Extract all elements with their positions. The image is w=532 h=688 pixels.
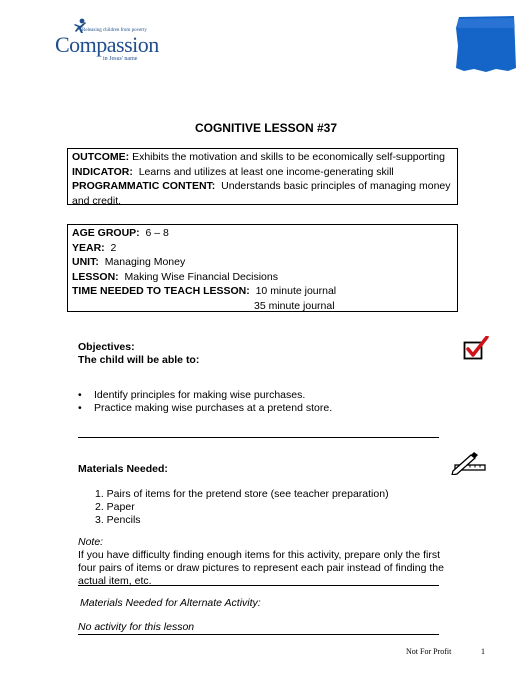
- list-item: • Identify principles for making wise purchases.: [78, 389, 332, 402]
- alternate-text: No activity for this lesson: [78, 621, 195, 633]
- lesson-info-box: [67, 224, 458, 312]
- page-title: COGNITIVE LESSON #37: [194, 121, 338, 135]
- lesson-label: LESSON:: [72, 270, 119, 283]
- time-value-2: 35 minute journal: [254, 299, 335, 312]
- alternate-heading: Materials Needed for Alternate Activity:: [80, 597, 261, 609]
- page-number: 1: [481, 647, 485, 656]
- age-label: AGE GROUP:: [72, 227, 140, 239]
- lesson-value: Making Wise Financial Decisions: [124, 270, 278, 283]
- content-label: PROGRAMMATIC CONTENT:: [72, 180, 216, 192]
- content-text: Understands basic principles of managing money and credit.: [72, 180, 451, 207]
- list-item: 1. Pairs of items for the pretend store (see teacher preparation): [95, 488, 389, 500]
- outcome-text: Exhibits the motivation and skills to be economically self-supporting: [132, 151, 445, 163]
- logo-name: Compassion: [55, 32, 159, 57]
- blue-paint-block: [456, 16, 516, 72]
- materials-note: [78, 536, 448, 588]
- logo-subline: in Jesus' name: [103, 56, 138, 62]
- time-value-1: 10 minute journal: [255, 285, 337, 297]
- note-label: Note:: [78, 536, 104, 548]
- unit-value: Managing Money: [104, 256, 186, 268]
- checkbox-check-icon: [463, 336, 489, 360]
- outcome-box: [67, 148, 458, 205]
- logo-tagline: Releasing children from poverty: [82, 28, 147, 33]
- materials-list: [95, 488, 389, 527]
- time-label: TIME NEEDED TO TEACH LESSON:: [72, 285, 250, 297]
- unit-label: UNIT:: [72, 256, 99, 268]
- indicator-label: INDICATOR:: [72, 165, 133, 178]
- list-item: 3. Pencils: [95, 514, 141, 526]
- year-label: YEAR:: [72, 241, 105, 254]
- divider: [78, 585, 439, 586]
- compassion-logo: [55, 18, 167, 68]
- objectives-heading-block: [78, 341, 199, 367]
- objectives-subheading: The child will be able to:: [78, 354, 200, 366]
- note-text: If you have difficulty finding enough items for this activity, prepare only the first four pairs of items or draw pictures to represent each pair instead of finding the actual item, etc.: [78, 549, 444, 587]
- footer-label: Not For Profit: [406, 647, 452, 656]
- pencil-ruler-icon: [451, 451, 487, 475]
- objectives-heading: Objectives:: [78, 341, 135, 353]
- materials-heading: Materials Needed:: [78, 463, 168, 475]
- age-value: 6 – 8: [145, 227, 169, 239]
- year-value: 2: [110, 241, 117, 254]
- divider: [78, 437, 439, 438]
- objectives-list: [78, 389, 332, 415]
- outcome-label: OUTCOME:: [72, 151, 130, 163]
- divider: [78, 634, 439, 635]
- indicator-text: Learns and utilizes at least one income-generating skill: [138, 165, 394, 178]
- list-item: 2. Paper: [95, 501, 135, 513]
- list-item: • Practice making wise purchases at a pretend store.: [78, 402, 332, 415]
